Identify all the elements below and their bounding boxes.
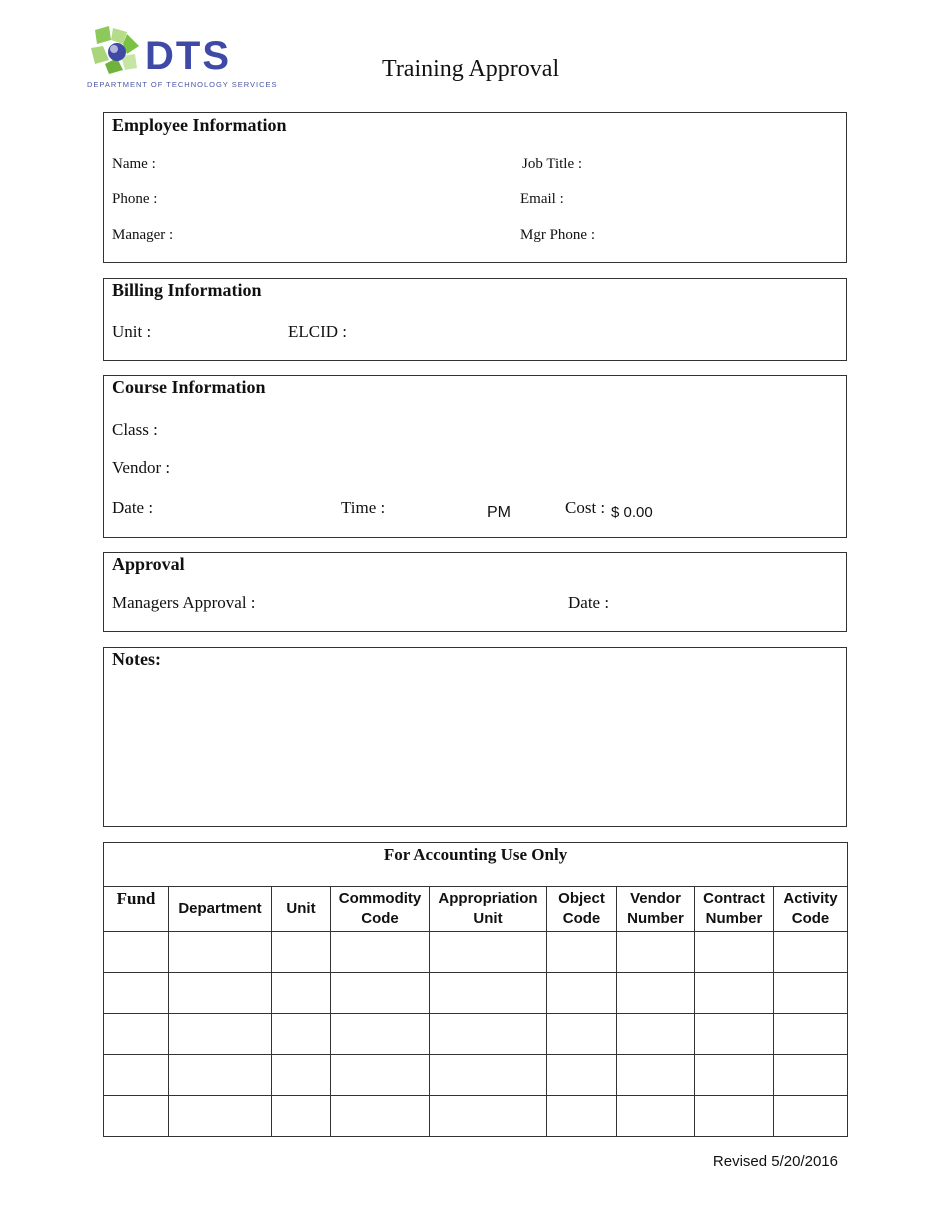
table-cell[interactable] (547, 1055, 617, 1096)
notes-title: Notes: (112, 649, 161, 669)
table-cell[interactable] (331, 1014, 430, 1055)
table-cell[interactable] (695, 1014, 774, 1055)
logo-text: DTS (145, 34, 231, 78)
table-cell[interactable] (774, 1014, 848, 1055)
col-header-commodity-code: Commodity Code (331, 887, 430, 932)
table-row (104, 1096, 848, 1137)
time-ampm-select[interactable]: PM (487, 504, 511, 521)
table-cell[interactable] (617, 1055, 695, 1096)
table-cell[interactable] (169, 1055, 272, 1096)
col-header-contract-number: Contract Number (695, 887, 774, 932)
col-header-unit: Unit (272, 887, 331, 932)
cost-label: Cost : (565, 498, 606, 517)
table-cell[interactable] (331, 932, 430, 973)
phone-field[interactable]: Phone : (112, 191, 158, 207)
table-cell[interactable] (331, 1055, 430, 1096)
table-cell[interactable] (430, 1014, 547, 1055)
col-header-fund: Fund (104, 887, 169, 932)
email-field[interactable]: Email : (520, 191, 564, 207)
table-cell[interactable] (272, 973, 331, 1014)
vendor-field[interactable]: Vendor : (112, 458, 171, 477)
managers-approval-field[interactable]: Managers Approval : (112, 593, 256, 612)
table-cell[interactable] (169, 932, 272, 973)
table-cell[interactable] (272, 1055, 331, 1096)
table-cell[interactable] (547, 1014, 617, 1055)
logo-subtitle: DEPARTMENT OF TECHNOLOGY SERVICES (87, 80, 278, 89)
table-row (104, 973, 848, 1014)
elcid-field[interactable]: ELCID : (288, 322, 348, 341)
table-cell[interactable] (169, 973, 272, 1014)
table-cell[interactable] (272, 932, 331, 973)
table-cell[interactable] (617, 1014, 695, 1055)
table-cell[interactable] (547, 973, 617, 1014)
employee-info-title: Employee Information (112, 115, 287, 135)
accounting-header-row (104, 887, 848, 932)
table-row (104, 932, 848, 973)
table-cell[interactable] (695, 973, 774, 1014)
table-cell[interactable] (695, 1055, 774, 1096)
job-title-field[interactable]: Job Title : (522, 156, 583, 172)
col-header-vendor-number: Vendor Number (617, 887, 695, 932)
col-header-object-code: Object Code (547, 887, 617, 932)
table-cell[interactable] (430, 1055, 547, 1096)
table-cell[interactable] (331, 1096, 430, 1137)
table-cell[interactable] (104, 973, 169, 1014)
manager-field[interactable]: Manager : (112, 227, 174, 243)
billing-info-section (103, 278, 847, 361)
table-cell[interactable] (617, 1096, 695, 1137)
course-info-section (103, 375, 847, 538)
notes-section[interactable] (103, 647, 847, 827)
unit-field[interactable]: Unit : (112, 322, 152, 341)
table-cell[interactable] (774, 932, 848, 973)
table-cell[interactable] (104, 1014, 169, 1055)
approval-date-field[interactable]: Date : (568, 593, 610, 612)
table-cell[interactable] (169, 1096, 272, 1137)
name-field[interactable]: Name : (112, 156, 156, 172)
table-cell[interactable] (272, 1014, 331, 1055)
mgr-phone-field[interactable]: Mgr Phone : (520, 227, 595, 243)
table-cell[interactable] (547, 1096, 617, 1137)
time-field[interactable]: Time : (341, 498, 386, 517)
revised-date: Revised 5/20/2016 (712, 1153, 838, 1170)
accounting-caption: For Accounting Use Only (104, 843, 848, 887)
cost-input[interactable]: $ 0.00 (611, 504, 653, 521)
col-header-activity-code: Activity Code (774, 887, 848, 932)
table-cell[interactable] (774, 1096, 848, 1137)
employee-info-section (103, 112, 847, 263)
table-cell[interactable] (774, 1055, 848, 1096)
course-info-title: Course Information (112, 377, 266, 397)
table-cell[interactable] (169, 1014, 272, 1055)
accounting-table (103, 842, 848, 1137)
table-cell[interactable] (104, 1096, 169, 1137)
table-cell[interactable] (617, 932, 695, 973)
table-cell[interactable] (617, 973, 695, 1014)
col-header-department: Department (169, 887, 272, 932)
table-cell[interactable] (695, 932, 774, 973)
table-cell[interactable] (272, 1096, 331, 1137)
table-cell[interactable] (430, 973, 547, 1014)
table-cell[interactable] (430, 1096, 547, 1137)
dts-logo-mark-icon (87, 24, 149, 80)
page-title: Training Approval (382, 56, 560, 82)
table-row (104, 1014, 848, 1055)
date-field[interactable]: Date : (112, 498, 154, 517)
table-cell[interactable] (104, 1055, 169, 1096)
table-cell[interactable] (104, 932, 169, 973)
col-header-appropriation-unit: Appropriation Unit (430, 887, 547, 932)
table-cell[interactable] (547, 932, 617, 973)
dts-logo (85, 22, 305, 92)
table-cell[interactable] (695, 1096, 774, 1137)
table-cell[interactable] (331, 973, 430, 1014)
accounting-body (104, 932, 848, 1137)
billing-info-title: Billing Information (112, 280, 262, 300)
table-row (104, 1055, 848, 1096)
approval-section (103, 552, 847, 632)
table-cell[interactable] (430, 932, 547, 973)
table-cell[interactable] (774, 973, 848, 1014)
approval-title: Approval (112, 554, 185, 574)
class-field[interactable]: Class : (112, 420, 158, 439)
